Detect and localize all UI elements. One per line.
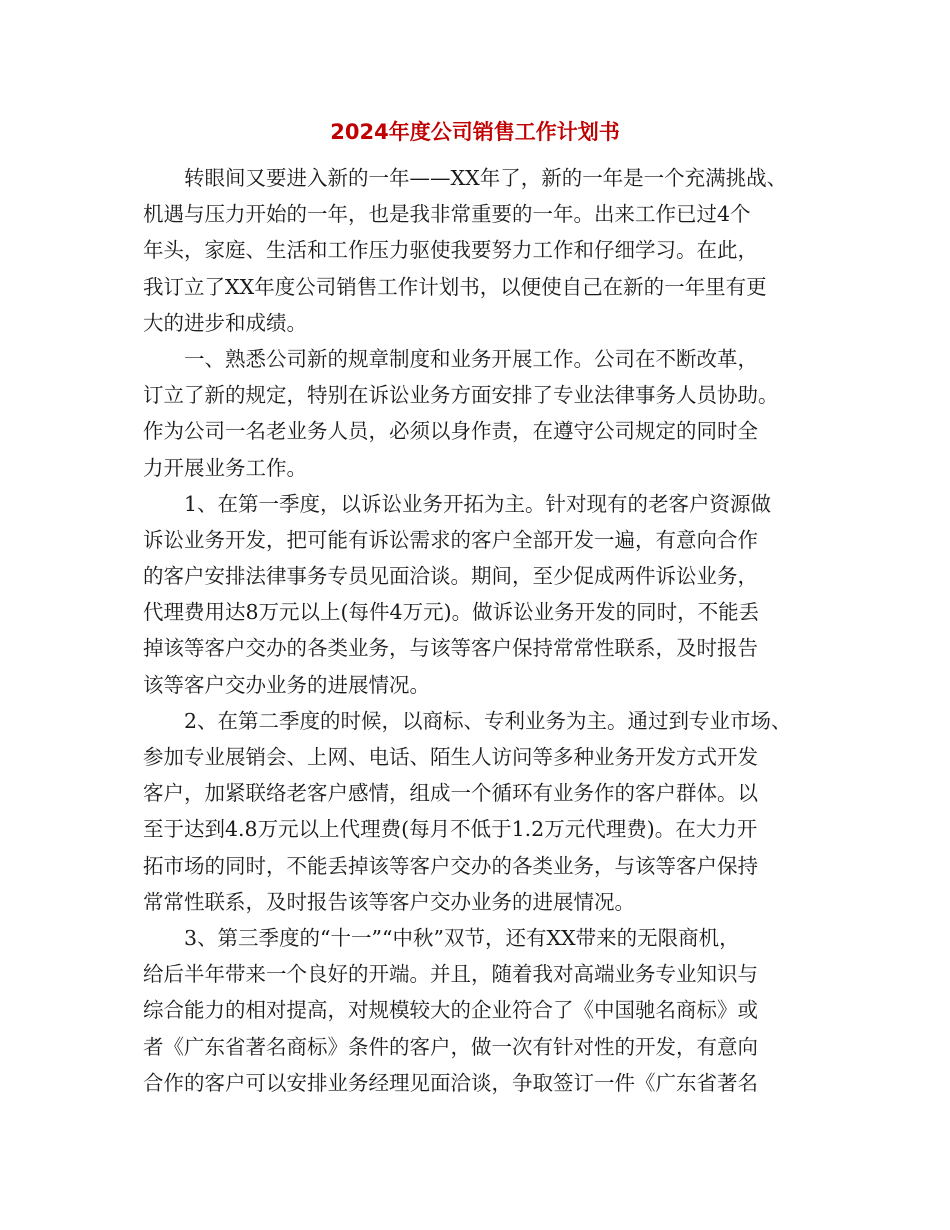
text-line: 代理费用达8万元以上(每件4万元)。做诉讼业务开发的同时，不能丢 [143,600,760,625]
text-line: 客户，加紧联络老客户感情，组成一个循环有业务作的客户群体。以 [143,781,758,806]
text-line: 至于达到4.8万元以上代理费(每月不低于1.2万元代理费)。在大力开 [143,817,758,842]
text-line: 我订立了XX年度公司销售工作计划书，以便使自己在新的一年里有更 [143,274,767,299]
text-line: 3、第三季度的“十一”“中秋”双节，还有XX带来的无限商机， [184,925,740,950]
text-line: 诉讼业务开发，把可能有诉讼需求的客户全部开发一遍，有意向合作 [143,527,758,552]
text-line: 常常性联系，及时报告该等客户交办业务的进展情况。 [143,889,635,914]
text-line: 该等客户交办业务的进展情况。 [143,672,430,697]
paragraph-intro [143,160,833,341]
text-line: 大的进步和成绩。 [143,310,307,335]
paragraph-section-one [143,341,833,486]
text-line: 者《广东省著名商标》条件的客户，做一次有针对性的开发，有意向 [143,1034,758,1059]
text-line: 合作的客户可以安排业务经理见面洽谈，争取签订一件《广东省著名 [143,1070,758,1095]
text-line: 订立了新的规定，特别在诉讼业务方面安排了专业法律事务人员协助。 [143,383,779,408]
paragraph-q3 [143,920,833,1101]
text-line: 机遇与压力开始的一年，也是我非常重要的一年。出来工作已过4个 [143,202,751,227]
text-line: 转眼间又要进入新的一年——XX年了，新的一年是一个充满挑战、 [184,166,788,190]
text-line: 年头，家庭、生活和工作压力驱使我要努力工作和仔细学习。在此， [143,238,758,263]
text-line: 1、在第一季度，以诉讼业务开拓为主。针对现有的老客户资源做 [184,491,772,516]
text-line: 作为公司一名老业务人员，必须以身作责，在遵守公司规定的同时全 [143,419,758,444]
text-line: 一、熟悉公司新的规章制度和业务开展工作。公司在不断改革， [184,346,758,371]
text-line: 2、在第二季度的时候，以商标、专利业务为主。通过到专业市场、 [184,708,792,733]
text-line: 的客户安排法律事务专员见面洽谈。期间，至少促成两件诉讼业务， [143,564,758,589]
document-body [143,160,833,1101]
document-title: 2024年度公司销售工作计划书 [330,120,620,144]
text-line: 拓市场的同时，不能丢掉该等客户交办的各类业务，与该等客户保持 [143,853,758,878]
paragraph-q2 [143,703,833,920]
text-line: 给后半年带来一个良好的开端。并且，随着我对高端业务专业知识与 [143,962,758,987]
text-line: 综合能力的相对提高，对规模较大的企业符合了《中国驰名商标》或 [143,998,758,1023]
text-line: 参加专业展销会、上网、电话、陌生人访问等多种业务开发方式开发 [143,745,758,769]
text-line: 力开展业务工作。 [143,455,307,480]
text-line: 掉该等客户交办的各类业务，与该等客户保持常常性联系，及时报告 [143,636,758,661]
paragraph-q1 [143,486,833,703]
